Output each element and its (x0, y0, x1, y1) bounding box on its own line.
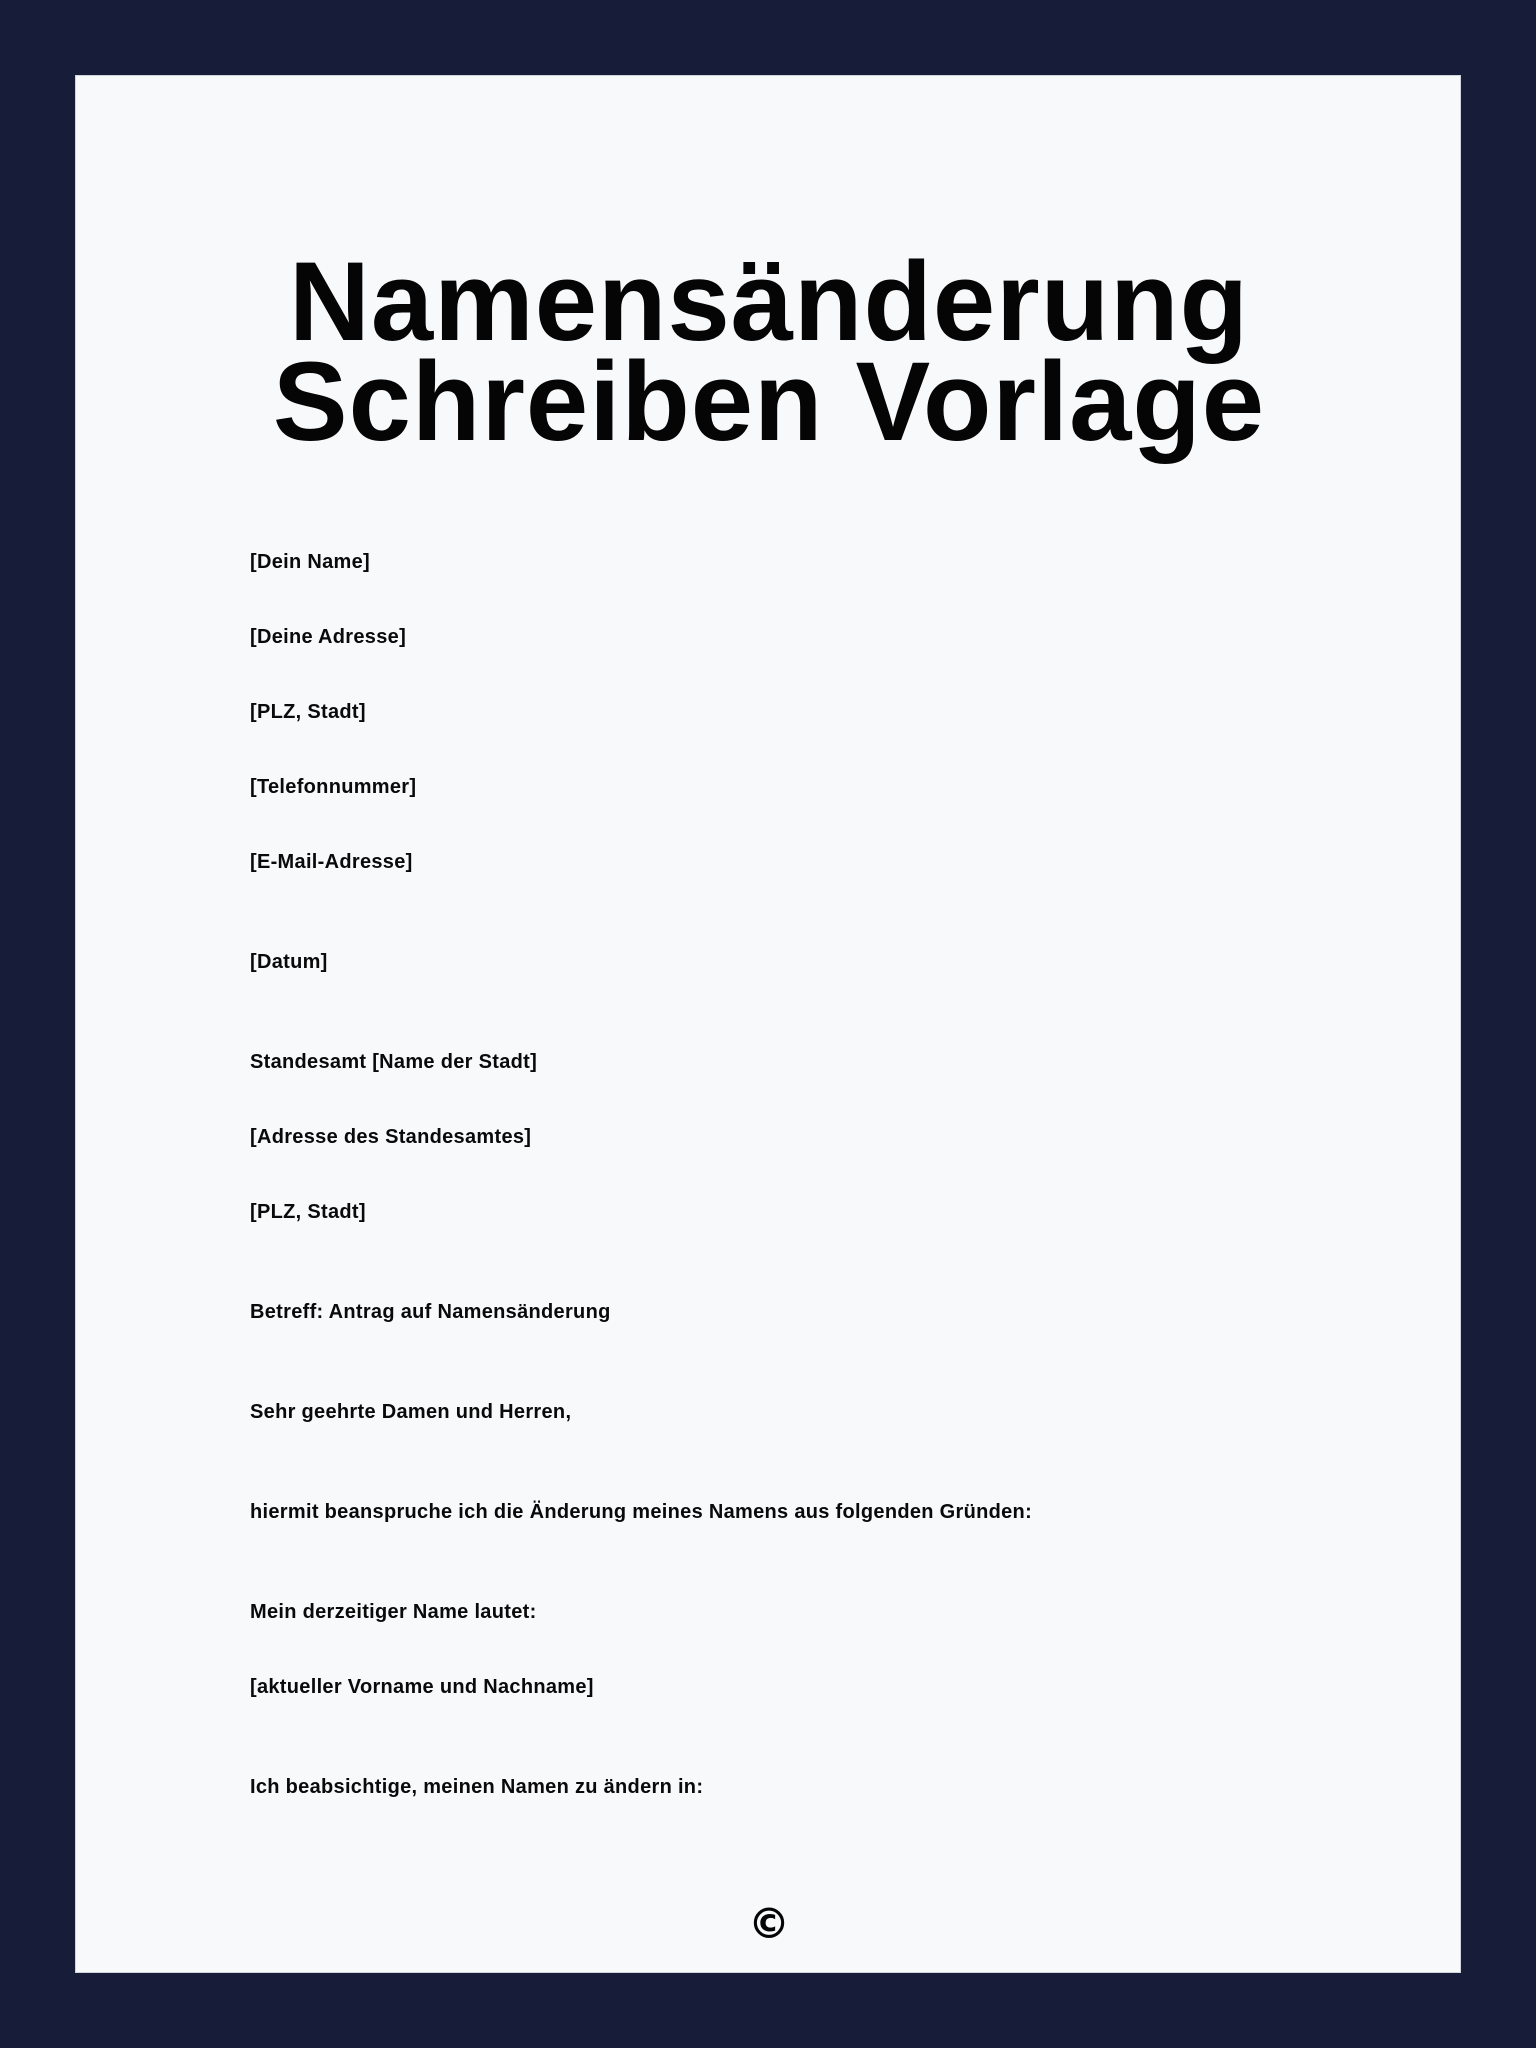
sender-phone: [Telefonnummer] (250, 776, 417, 798)
document-page (75, 75, 1461, 1973)
copyright-icon: © (748, 1899, 790, 1948)
recipient-office: Standesamt [Name der Stadt] (250, 1051, 538, 1073)
sender-email: [E-Mail-Adresse] (250, 851, 413, 873)
letter-date: [Datum] (250, 951, 328, 973)
current-name-label: Mein derzeitiger Name lautet: (250, 1601, 537, 1623)
recipient-city: [PLZ, Stadt] (250, 1201, 366, 1223)
sender-name: [Dein Name] (250, 551, 370, 573)
intro-paragraph: hiermit beanspruche ich die Änderung meines Namens aus folgenden Gründen: (250, 1501, 1033, 1523)
sender-address: [Deine Adresse] (250, 626, 407, 648)
new-name-label: Ich beabsichtige, meinen Namen zu ändern in: (250, 1776, 704, 1798)
subject-line: Betreff: Antrag auf Namensänderung (250, 1301, 611, 1323)
sender-city: [PLZ, Stadt] (250, 701, 366, 723)
salutation: Sehr geehrte Damen und Herren, (250, 1401, 572, 1423)
document-title: Namensänderung Schreiben Vorlage (272, 239, 1266, 464)
recipient-address: [Adresse des Standesamtes] (250, 1126, 532, 1148)
current-name-value: [aktueller Vorname und Nachname] (250, 1676, 594, 1698)
